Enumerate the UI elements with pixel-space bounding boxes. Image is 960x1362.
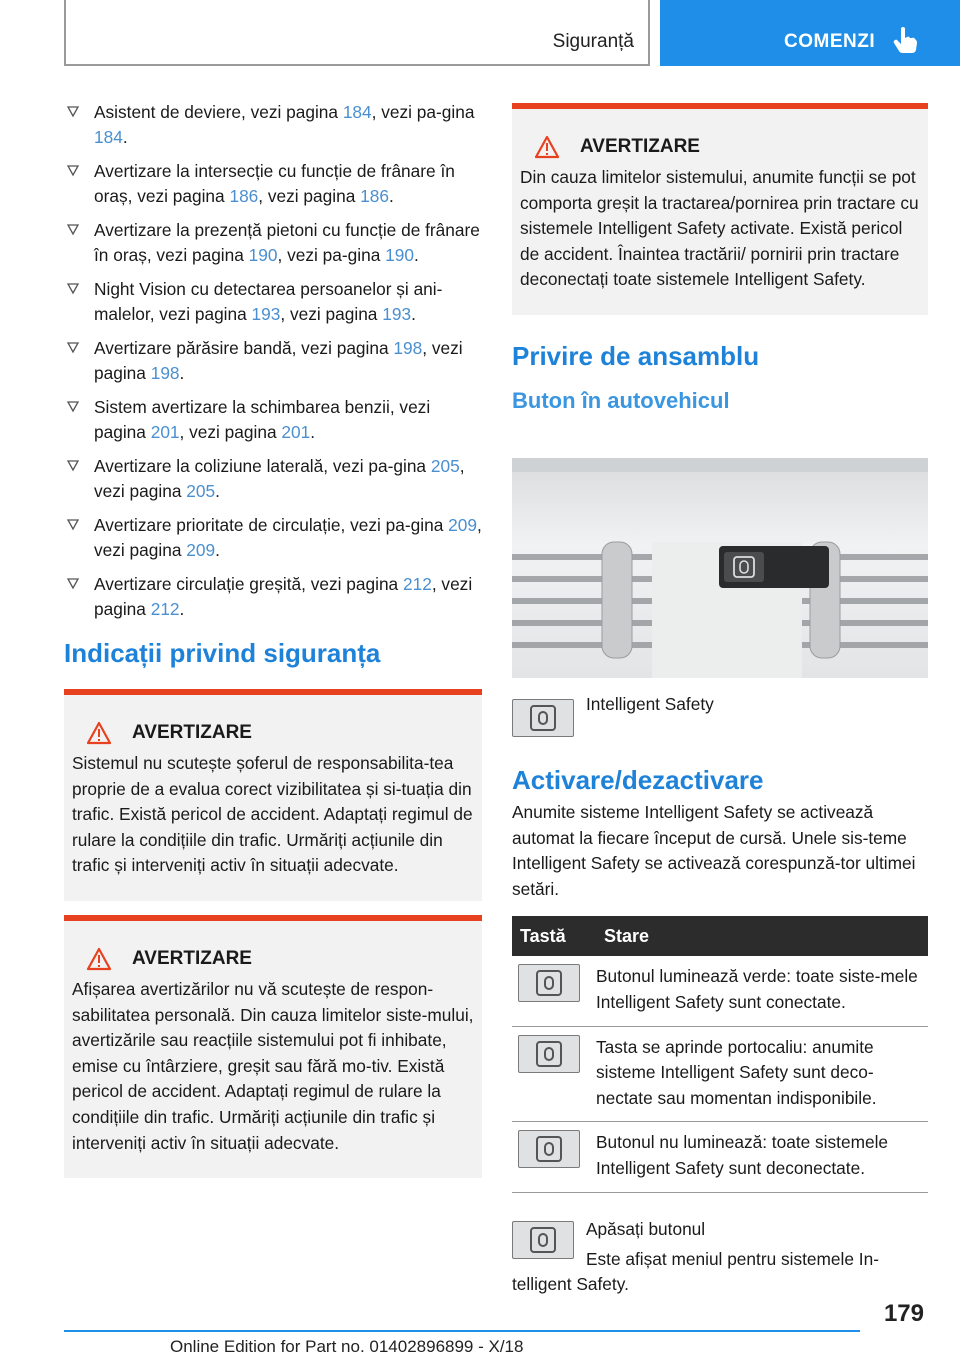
page-link[interactable]: 212 <box>402 574 432 594</box>
warning-header <box>86 947 474 971</box>
list-item-text: Avertizare la intersecție cu funcție de frânare în oraș, vezi pagina <box>94 161 455 206</box>
bullet-triangle-icon <box>66 281 80 295</box>
header-section-box <box>64 0 650 66</box>
warning-triangle-icon <box>86 721 112 745</box>
list-item-text: Asistent de deviere, vezi pagina <box>94 102 343 122</box>
table-cell-state: Tasta se aprinde portocaliu: anumite sisteme Intelligent Safety sunt deco-nectate sau momentan indisponibile. <box>596 1026 928 1122</box>
list-item-text: . <box>413 245 419 265</box>
list-item-text: , vezi pagina <box>94 456 465 501</box>
page-link[interactable]: 190 <box>248 245 278 265</box>
list-item-text: , vezi pa-gina <box>277 245 386 265</box>
bullet-triangle-icon <box>66 104 80 118</box>
list-item-text: Avertizare părăsire bandă, vezi pagina <box>94 338 394 358</box>
table-row <box>512 1026 928 1122</box>
warning-triangle-icon <box>534 135 560 159</box>
list-item-text: Avertizare la coliziune laterală, vezi pa-gina <box>94 456 431 476</box>
list-item <box>64 218 482 268</box>
page-link[interactable]: 201 <box>281 422 311 442</box>
list-item <box>64 100 482 150</box>
warning-title: AVERTIZARE <box>132 722 252 743</box>
col-header-key: Tastă <box>512 916 596 956</box>
bullet-triangle-icon <box>66 576 80 590</box>
page-link[interactable]: 190 <box>385 245 414 265</box>
right-column <box>512 103 928 414</box>
left-column <box>64 100 482 1178</box>
bullet-triangle-icon <box>66 340 80 354</box>
see-also-list <box>64 100 482 622</box>
intelligent-safety-button-icon[interactable] <box>512 699 574 737</box>
page-link[interactable]: 193 <box>382 304 412 324</box>
press-result: Este afișat meniul pentru sistemele In-telligent Safety. <box>512 1248 879 1295</box>
warning-title: AVERTIZARE <box>132 947 252 969</box>
vehicle-button-photo <box>512 458 928 678</box>
hand-pointer-icon <box>892 26 918 54</box>
warning-text: Afișarea avertizărilor nu vă scutește de respon-sabilitatea personală. Din cauza limitelor siste-mului, avertizările sau reacțiile sistemului pot fi inhibate, emise cu întârziere, greșit sau fără mo-tiv. Există pericol de accident. Adaptați regimul de rulare la condițiile din trafic. Urmăriți acțiunile din trafic și interveniți activ în situații adecvate. <box>72 978 474 1153</box>
status-table <box>512 916 928 1192</box>
table-cell-state: Butonul luminează verde: toate siste-mele Intelligent Safety sunt conectate. <box>596 956 928 1026</box>
list-item-text: Avertizare prioritate de circulație, vezi pa-gina <box>94 515 449 535</box>
intelligent-safety-button-icon <box>518 1035 580 1073</box>
overview-heading: Privire de ansamblu <box>512 340 760 371</box>
list-item-text: , vezi pa-gina <box>371 102 475 122</box>
list-item-text: , vezi pagina <box>94 574 473 619</box>
list-item <box>64 572 482 622</box>
warning-title: AVERTIZARE <box>580 136 700 157</box>
intelligent-safety-button-icon <box>518 1130 580 1168</box>
activation-text: Anumite sisteme Intelligent Safety se activează automat la fiecare început de cursă. Unele sis-teme Intelligent Safety se activează corespunză-tor ultimei setări. <box>512 802 916 899</box>
page-link[interactable]: 186 <box>229 186 259 206</box>
list-item-text: . <box>310 422 316 442</box>
intelligent-safety-button-icon <box>518 964 580 1002</box>
header-tab-comenzi[interactable] <box>660 0 960 66</box>
press-step: Apăsați butonul <box>586 1218 706 1239</box>
list-item-text: , vezi pagina <box>258 186 361 206</box>
table-row <box>512 956 928 1026</box>
list-item <box>64 336 482 386</box>
bullet-triangle-icon <box>66 517 80 531</box>
page-link[interactable]: 209 <box>448 515 477 535</box>
list-item-text: , vezi pagina <box>179 422 282 442</box>
page-link[interactable]: 201 <box>150 422 180 442</box>
safety-heading: Indicații privind siguranța <box>64 638 381 668</box>
warning-box-towing <box>512 103 928 315</box>
warning-triangle-icon <box>86 947 112 971</box>
warning-text: Sistemul nu scutește șoferul de responsabilita-tea proprie de a evalua corect vizibilitatea și si-tuația din trafic. Există pericol de accident. Adaptați regimul de rulare la condițiile din trafic. Urmăriți acțiunile din trafic și interveniți activ în situații adecvate. <box>72 753 473 876</box>
table-header-row <box>512 916 928 956</box>
button-heading: Buton în autovehicul <box>512 387 730 413</box>
list-item-text: Night Vision cu detectarea persoanelor și ani-malelor, vezi pagina <box>94 279 443 324</box>
page-link[interactable]: 184 <box>342 102 372 122</box>
page-link[interactable]: 184 <box>94 127 123 147</box>
list-item-text: . <box>179 363 185 383</box>
list-item-text: Avertizare la prezență pietoni cu funcție de frânare în oraș, vezi pagina <box>94 220 480 265</box>
page-link[interactable]: 212 <box>150 599 180 619</box>
list-item-text: Avertizare circulație greșită, vezi pagina <box>94 574 403 594</box>
activation-heading: Activare/dezactivare <box>512 765 764 795</box>
page-link[interactable]: 186 <box>360 186 389 206</box>
page-link[interactable]: 198 <box>393 338 423 358</box>
footer-divider <box>64 1330 860 1332</box>
list-item <box>64 277 482 327</box>
warning-text: Din cauza limitelor sistemului, anumite funcții se pot comporta greșit la tractarea/pornirea prin tractare cu sistemele Intelligent Safety activate. Există pericol de accident. Înaintea tractării/ pornirii prin tractare deconectați toate sistemele Intelligent Safety. <box>520 167 919 290</box>
button-caption-row <box>512 692 928 737</box>
list-item-text: . <box>179 599 185 619</box>
bullet-triangle-icon <box>66 222 80 236</box>
warning-box-2 <box>64 915 482 1178</box>
list-item-text: . <box>215 481 220 501</box>
col-header-state: Stare <box>596 916 928 956</box>
page-link[interactable]: 205 <box>430 456 460 476</box>
bullet-triangle-icon <box>66 399 80 413</box>
warning-header <box>86 721 474 745</box>
list-item-text: , vezi pagina <box>280 304 383 324</box>
page-number: 179 <box>883 1300 924 1327</box>
warning-header <box>534 135 920 159</box>
page-link[interactable]: 205 <box>186 481 216 501</box>
page-link[interactable]: 198 <box>150 363 180 383</box>
list-item <box>64 159 482 209</box>
list-item-text: . <box>122 127 128 147</box>
table-cell-state: Butonul nu luminează: toate sistemele Intelligent Safety sunt deconectate. <box>596 1122 928 1192</box>
warning-box-1 <box>64 689 482 901</box>
list-item-text: Sistem avertizare la schimbarea benzii, vezi pagina <box>94 397 431 442</box>
header-section-title: Siguranță <box>552 31 634 52</box>
table-row <box>512 1122 928 1192</box>
list-item-text: , vezi pagina <box>94 338 463 383</box>
list-item <box>64 395 482 445</box>
list-item <box>64 454 482 504</box>
list-item <box>64 513 482 563</box>
list-item-text: . <box>388 186 394 206</box>
button-caption: Intelligent Safety <box>586 694 714 714</box>
page-link[interactable]: 209 <box>186 540 216 560</box>
page-link[interactable]: 193 <box>251 304 281 324</box>
bullet-triangle-icon <box>66 163 80 177</box>
intelligent-safety-button-icon[interactable] <box>512 1221 574 1259</box>
list-item-text: , vezi pagina <box>94 515 482 560</box>
right-lower <box>512 692 928 1298</box>
footer-edition: Online Edition for Part no. 01402896899 - X/18 <box>170 1337 524 1356</box>
header-tab-label: COMENZI <box>784 31 876 52</box>
list-item-text: . <box>215 540 220 560</box>
bullet-triangle-icon <box>66 458 80 472</box>
list-item-text: . <box>411 304 416 324</box>
